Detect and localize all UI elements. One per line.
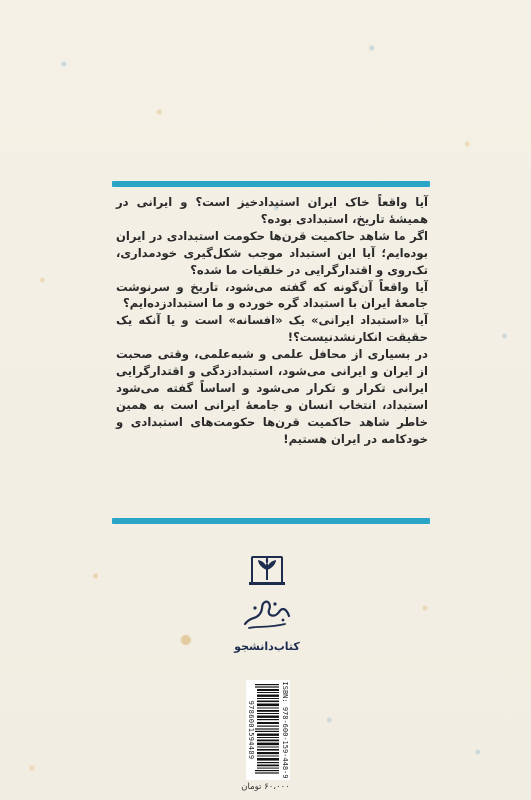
isbn-label: ISBN: 978-600-159-448-9 [281, 681, 289, 779]
bottom-accent-bar [112, 518, 430, 524]
barcode-digits: 9786001594489 [247, 700, 255, 760]
publisher-name: کتاب‌دانشجو [234, 640, 300, 653]
blurb-paragraph: آیا واقعاً خاک ایران استبدادخیز است؟ و ایرانی در همیشهٔ تاریخ، استبدادی بوده؟ [116, 195, 428, 226]
blurb-paragraph: در بسیاری از محافل علمی و شبه‌علمی، وقتی صحبت از ایران و ایرانی می‌شود، استبدادزدگی و اقتدارگرایی ایرانی تکرار و تکرار می‌شود و اساساً گفته می‌شود استبداد، انتخاب انسان و جامعهٔ ایرانی است به همین خاطر شاهد حاکمیت قرن‌ها حکومت‌های استبدادی و خودکامه در ایران هستیم! [116, 347, 428, 446]
price-label: ۶۰،۰۰۰ تومان [241, 782, 290, 792]
blurb-paragraph: اگر ما شاهد حاکمیت قرن‌ها حکومت استبدادی در ایران بوده‌ایم؛ آیا این استبداد موجب شکل‌گیری خودمداری، تک‌روی و اقتدارگرایی در خلقیات ما شده؟ [116, 228, 428, 277]
publisher-calligraphy-mark [239, 594, 295, 634]
book-tree-logo-icon [245, 548, 289, 590]
blurb-paragraph: آیا واقعاً آن‌گونه که گفته می‌شود، تاریخ و سرنوشت جامعهٔ ایران با استبداد گره خورده و ما استبدادزده‌ایم؟ [116, 279, 428, 311]
blurb-paragraph: آیا «استبداد ایرانی» یک «افسانه» است و یا آنکه یک حقیقت انکارنشدنیست؟! [116, 313, 428, 345]
top-accent-bar [112, 181, 430, 187]
barcode-block [246, 680, 290, 780]
blurb-text [116, 194, 428, 516]
barcode-bars [255, 684, 279, 776]
publisher-logo [232, 548, 302, 664]
